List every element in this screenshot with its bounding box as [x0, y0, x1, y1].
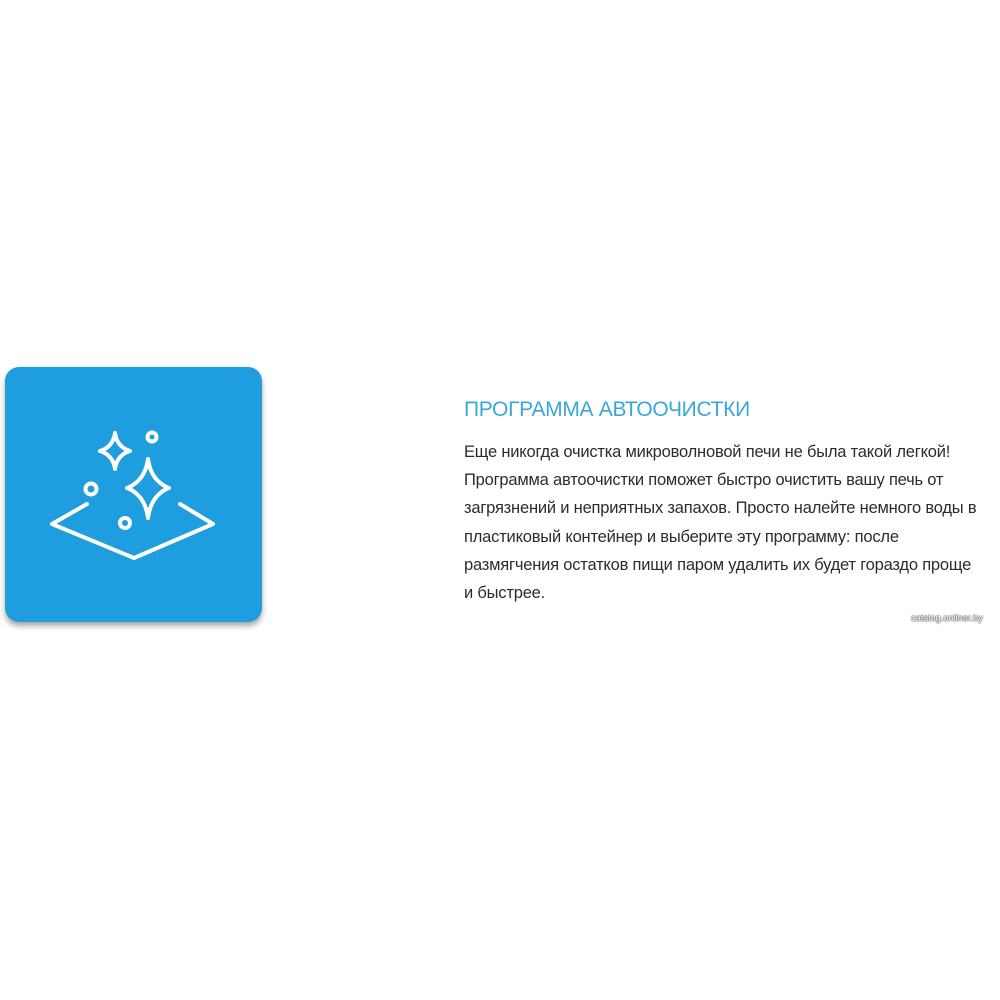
small-sparkle-shape: [100, 433, 130, 469]
description-line: Еще никогда очистка микроволновой печи не была такой легкой!: [464, 443, 951, 461]
feature-title: ПРОГРАММА АВТООЧИСТКИ: [464, 398, 750, 421]
description-line: загрязнений и неприятных запахов. Просто налейте немного воды в: [464, 499, 977, 518]
description-line: и быстрее.: [464, 584, 546, 603]
sparkling-clean-surface-icon: [5, 367, 262, 622]
feature-icon-card: [5, 367, 262, 622]
feature-description: [464, 438, 1000, 607]
description-line: размягчения остатков пищи паром удалить их будет гораздо проще: [464, 555, 972, 574]
large-sparkle-shape: [127, 459, 169, 518]
description-line: пластиковый контейнер и выберите эту программу: после: [464, 527, 899, 546]
bubble-left-shape: [86, 484, 97, 495]
watermark-text: catalog.onliner.by: [911, 613, 983, 623]
bubble-bottom-shape: [120, 518, 130, 528]
bubble-top-shape: [148, 433, 157, 442]
surface-plane-shape: [52, 504, 213, 558]
description-line: Программа автоочистки поможет быстро очистить вашу печь от: [464, 471, 944, 490]
